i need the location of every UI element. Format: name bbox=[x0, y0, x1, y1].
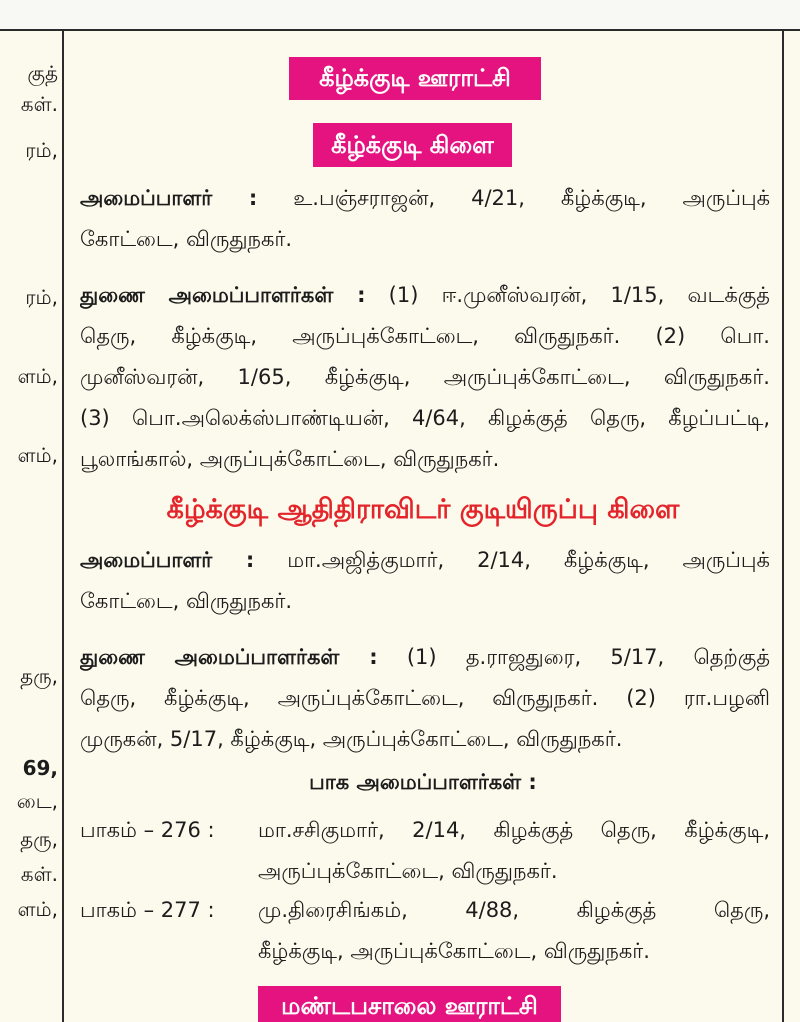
booth-organiser-details bbox=[258, 890, 770, 972]
panchayat-heading: கீழ்க்குடி ஊராட்சி bbox=[289, 57, 541, 100]
right-column bbox=[784, 31, 800, 1022]
entry-line: மு.திரைசிங்கம், 4/88, கிழக்குத் தெரு, bbox=[258, 898, 770, 922]
right-column-rule bbox=[782, 31, 784, 1022]
booth-entry bbox=[80, 810, 770, 892]
role-label: அமைப்பாளர் : bbox=[80, 186, 258, 210]
left-column-fragment: தரு, bbox=[20, 664, 58, 688]
left-column-fragment: ரம், bbox=[25, 285, 58, 309]
booth-organiser-details bbox=[258, 810, 770, 892]
top-margin bbox=[0, 0, 800, 29]
left-column-fragment: ரம், bbox=[25, 138, 58, 162]
role-label: துணை அமைப்பாளர்கள் : bbox=[80, 645, 378, 669]
entry-line: கோட்டை, விருதுநகர். bbox=[80, 227, 293, 251]
entry-line: தெரு, கீழ்க்குடி, அருப்புக்கோட்டை, விருதுநகர். (2) பொ. bbox=[80, 324, 770, 348]
next-panchayat-heading: மண்டபசாலை ஊராட்சி bbox=[258, 986, 561, 1022]
organiser-entry bbox=[80, 540, 770, 622]
booth-organisers-heading: பாக அமைப்பாளர்கள் : bbox=[309, 770, 537, 794]
left-column-fragment: ளம், bbox=[17, 443, 58, 467]
deputy-organisers-entry bbox=[80, 637, 770, 760]
role-label: துணை அமைப்பாளர்கள் : bbox=[80, 283, 366, 307]
entry-line: பூலாங்கால், அருப்புக்கோட்டை, விருதுநகர். bbox=[80, 447, 500, 471]
organiser-details: மா.அஜித்குமார், 2/14, கீழ்க்குடி, அருப்புக் bbox=[287, 548, 770, 572]
role-label: அமைப்பாளர் : bbox=[80, 548, 255, 572]
deputy-organiser-details: (1) த.ராஜதுரை, 5/17, தெற்குத் bbox=[406, 645, 770, 669]
booth-entry bbox=[80, 890, 770, 972]
booth-number-label: பாகம் – 277 : bbox=[80, 898, 215, 922]
left-column-fragment: கள். bbox=[20, 862, 58, 886]
left-column-fragment: குத் bbox=[27, 61, 58, 85]
deputy-organisers-entry bbox=[80, 275, 770, 480]
entry-line: தெரு, கீழ்க்குடி, அருப்புக்கோட்டை, விருதுநகர். (2) ரா.பழனி bbox=[80, 686, 770, 710]
organiser-entry bbox=[80, 178, 770, 260]
left-column-fragment: ளம், bbox=[17, 364, 58, 388]
entry-line: அருப்புக்கோட்டை, விருதுநகர். bbox=[258, 859, 558, 883]
booth-number-label: பாகம் – 276 : bbox=[80, 818, 215, 842]
left-column-rule bbox=[62, 31, 64, 1022]
branch-heading-red: கீழ்க்குடி ஆதிதிராவிடர் குடியிருப்பு கிளை bbox=[166, 494, 680, 525]
left-column-fragment: 69, bbox=[22, 756, 58, 780]
left-column-fragment: டை, bbox=[16, 789, 58, 813]
entry-line: (3) பொ.அலெக்ஸ்பாண்டியன், 4/64, கிழக்குத் தெரு, கீழப்பட்டி, bbox=[80, 406, 770, 430]
entry-line: கோட்டை, விருதுநகர். bbox=[80, 589, 293, 613]
entry-line bbox=[80, 178, 770, 219]
entry-line: முருகன், 5/17, கீழ்க்குடி, அருப்புக்கோட்டை, விருதுநகர். bbox=[80, 727, 623, 751]
left-column-fragment: கள். bbox=[20, 92, 58, 116]
entry-line bbox=[80, 637, 770, 678]
left-column bbox=[0, 0, 62, 1022]
entry-line: முனீஸ்வரன், 1/65, கீழ்க்குடி, அருப்புக்கோட்டை, விருதுநகர். bbox=[80, 365, 770, 389]
top-rule bbox=[0, 29, 800, 31]
branch-heading: கீழ்க்குடி கிளை bbox=[313, 123, 512, 167]
entry-line: மா.சசிகுமார், 2/14, கிழக்குத் தெரு, கீழ்க்குடி, bbox=[258, 818, 770, 842]
left-column-fragment: தரு, bbox=[20, 827, 58, 851]
organiser-details: உ.பஞ்சராஜன், 4/21, கீழ்க்குடி, அருப்புக் bbox=[293, 186, 770, 210]
entry-line: கீழ்க்குடி, அருப்புக்கோட்டை, விருதுநகர். bbox=[258, 939, 650, 963]
left-column-fragment: ளம், bbox=[17, 897, 58, 921]
entry-line bbox=[80, 540, 770, 581]
deputy-organiser-details: (1) ஈ.முனீஸ்வரன், 1/15, வடக்குத் bbox=[388, 283, 770, 307]
entry-line bbox=[80, 275, 770, 316]
